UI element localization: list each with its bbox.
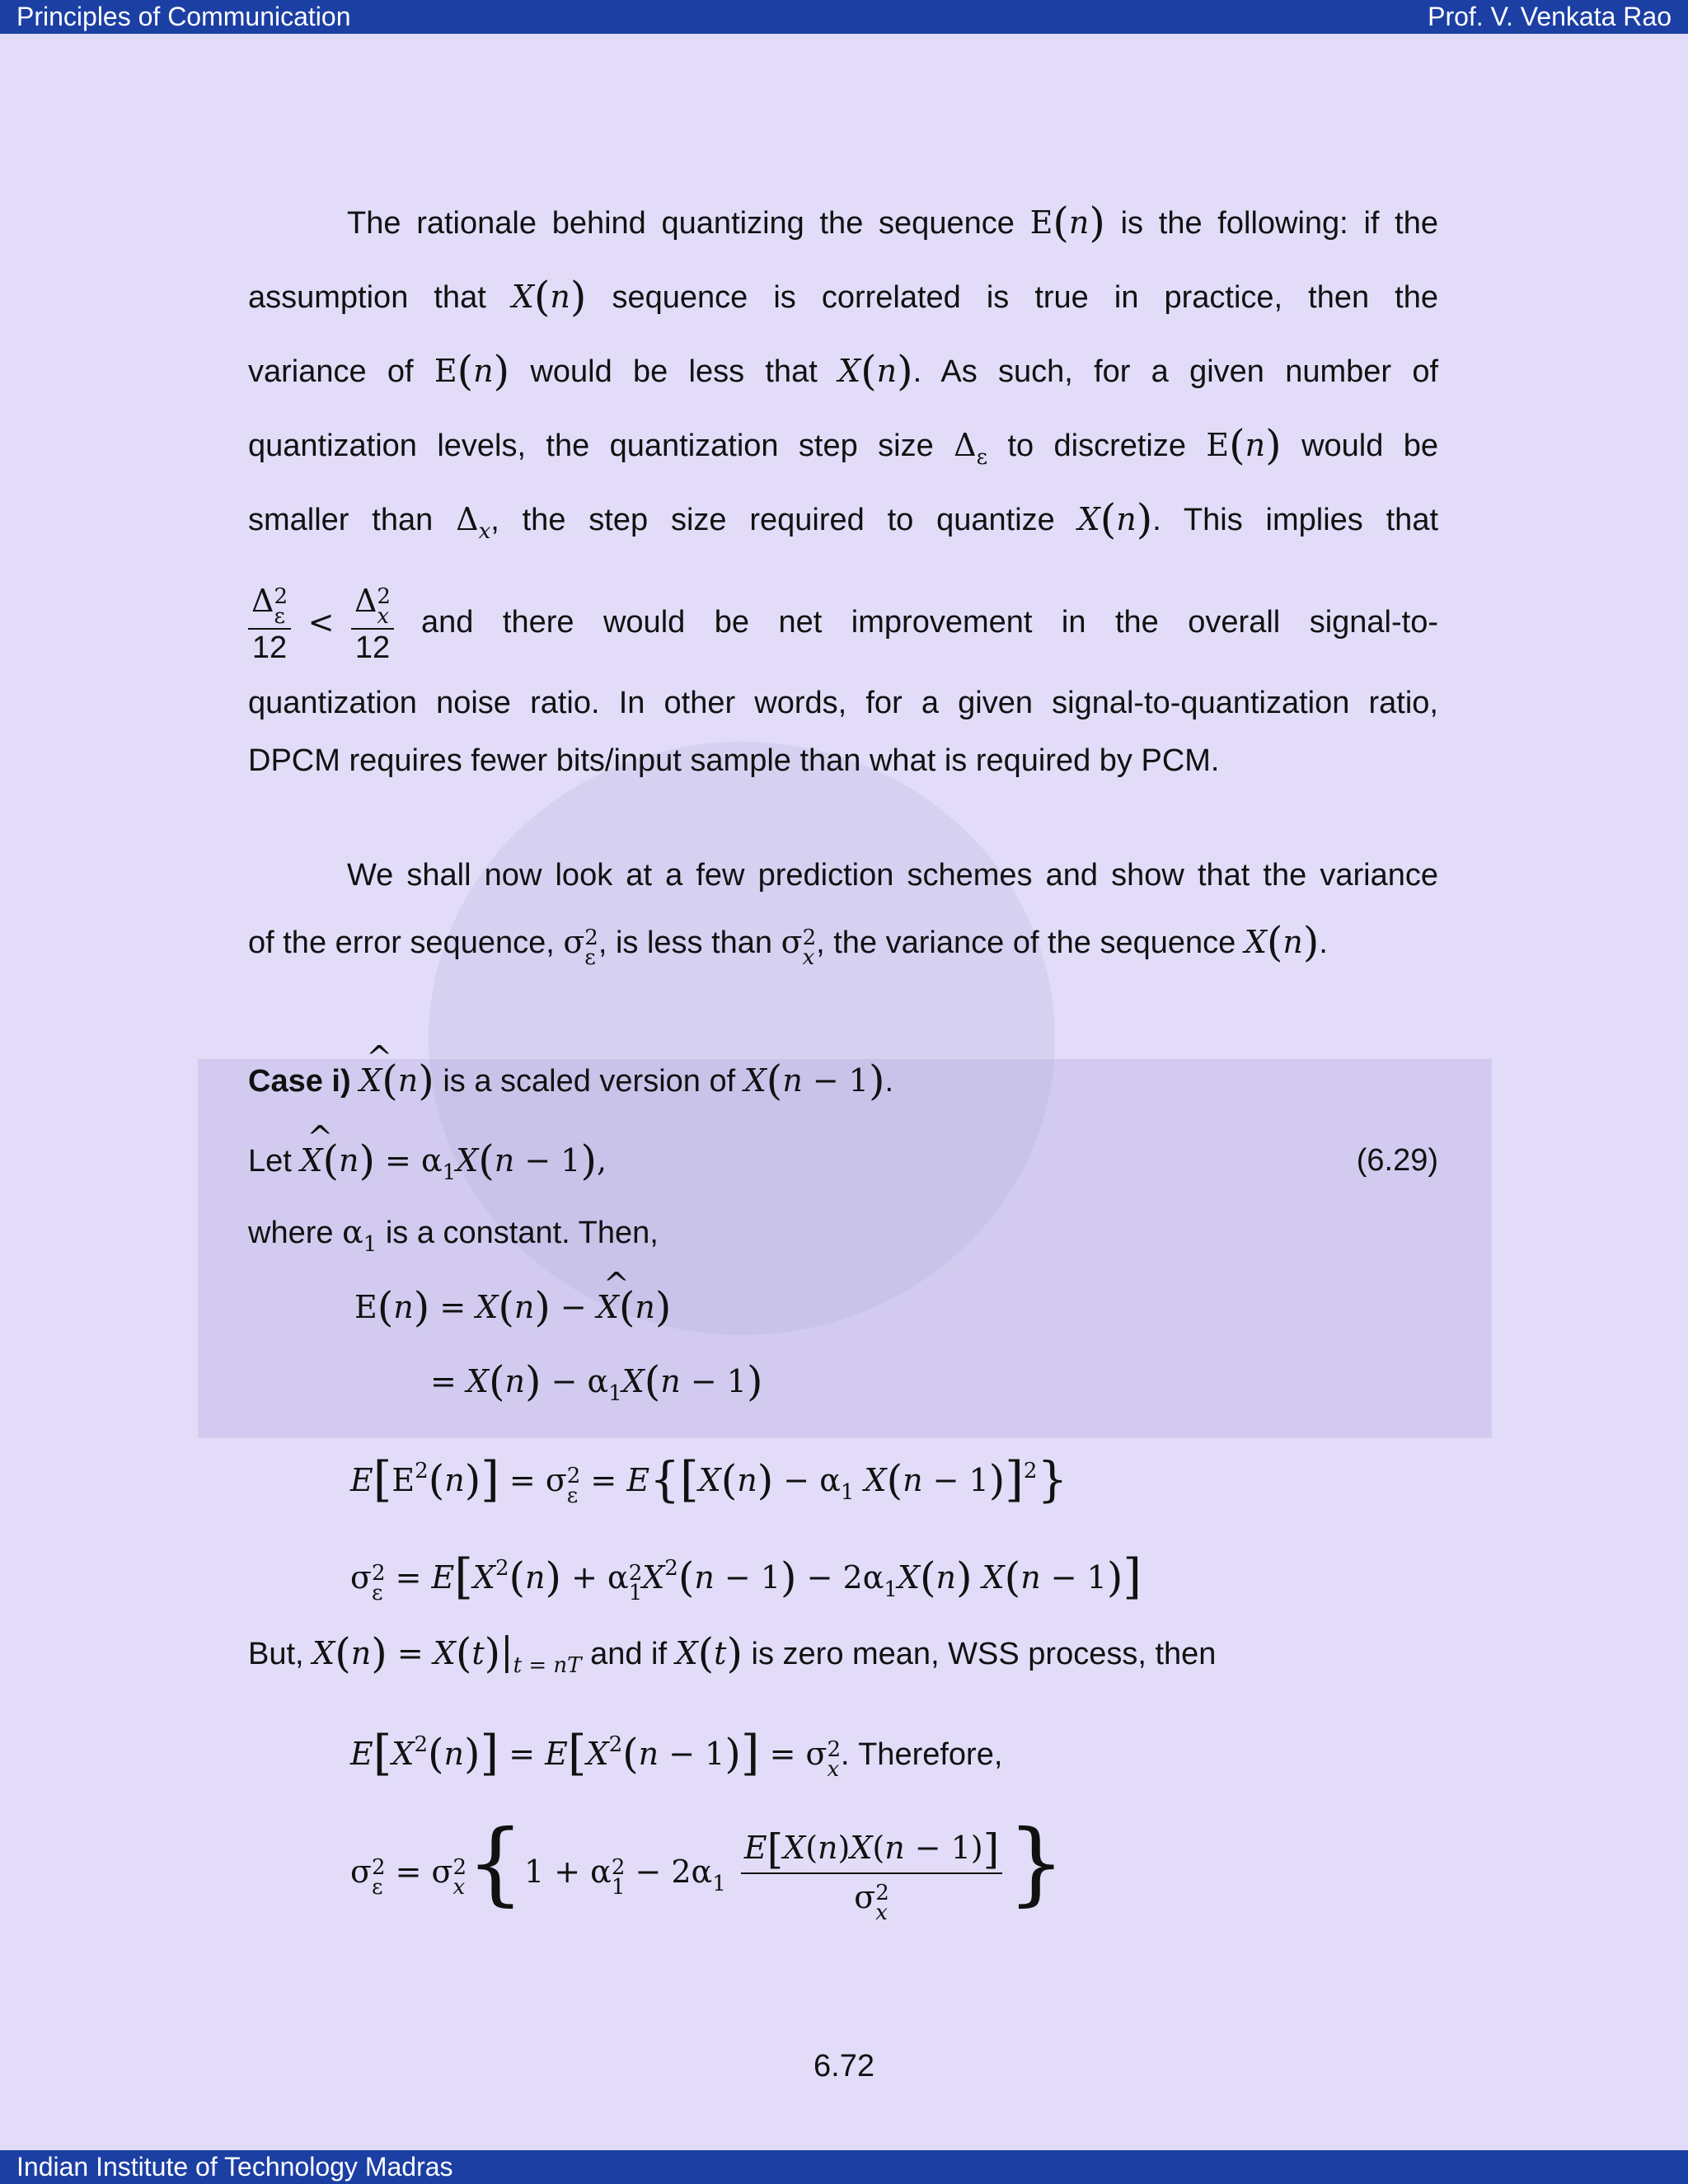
text-line: of the error sequence, σ2 ε, is less than σ2 x, the variance of the sequence X(n). (248, 918, 1328, 970)
header-author: Prof. V. Venkata Rao (1428, 2, 1672, 31)
inequality-line: Δ2 ε 12 < Δ2 x 12 and there would be net improvement in the overall signal-to- (248, 577, 1438, 668)
text-line: DPCM requires fewer bits/input sample than what is required by PCM. (248, 743, 1220, 778)
page-footer (0, 2150, 1688, 2184)
text-line: quantization levels, the quantization step size $\Delta_\varepsilon$ to discretize E(n) would be (248, 421, 1438, 470)
page-number: 6.72 (814, 2049, 874, 2083)
equation-line: $E[E^2(n)] = \sigma 2$ $\varepsilon = E\{[X(n) - \alpha_1$ X(n − 1)]$^2$} (350, 1451, 1068, 1508)
page-header (0, 0, 1688, 34)
equation-number: (6.29) (1356, 1143, 1438, 1178)
fraction-delta-eps: Δ2 ε 12 (248, 584, 291, 664)
text-line: variance of E(n) would be less that X(n). As such, for a given number of (248, 347, 1439, 395)
text-line: assumption that X(n) sequence is correlated is true in practice, then the (248, 273, 1439, 321)
text-line: But, $X(n) = X(t)|_{t = nT}$ and if X(t) is zero mean, WSS process, then (248, 1629, 1217, 1678)
text-line: The rationale behind quantizing the sequence E(n) is the following: if the (347, 199, 1439, 246)
fraction-delta-x: Δ2 x 12 (351, 584, 394, 664)
footer-institution: Indian Institute of Technology Madras (16, 2152, 453, 2182)
text-line: quantization noise ratio. In other words, for a given signal-to-quantization ratio, (248, 686, 1438, 720)
header-course-title: Principles of Communication (16, 2, 351, 31)
text-line: where $\alpha_1$ is a constant. Then, (248, 1214, 659, 1257)
equation-line: $E[X^2(n)] = E[X^2(n - 1)] = \sigma 2$ x. Therefore, (350, 1725, 1003, 1782)
correlation-fraction: E[X(n)X(n − 1)] σ2 x (741, 1826, 1002, 1923)
equation-6-29: Let ^ $X(n) = \alpha_1X(n - 1)$, (6.29) (248, 1141, 1438, 1192)
equation-line: σ2 ε = σ2 x{1 + α2 $1 - 2\alpha_1$ E[X(n)X(n − 1)] σ2 x } (350, 1810, 1066, 1925)
case-heading: Case i) ^ X(n) is a scaled version of X(n − 1). (248, 1062, 1438, 1100)
equation-line: = $X(n) - \alpha_1X(n - 1)$ (430, 1357, 763, 1406)
equation-line: σ2 $\varepsilon = E[X^2(n) + \alpha 2$ $1X^2(n - 1) - 2\alpha_1X(n) X(n - 1)$] (350, 1549, 1142, 1605)
text-line: We shall now look at a few prediction schemes and show that the variance (347, 858, 1438, 893)
text-line: smaller than $\Delta_x$, the step size required to quantize X(n). This implies that (248, 495, 1439, 544)
equation-line: E(n) = X(n) − ^ X(n) (354, 1288, 1545, 1326)
